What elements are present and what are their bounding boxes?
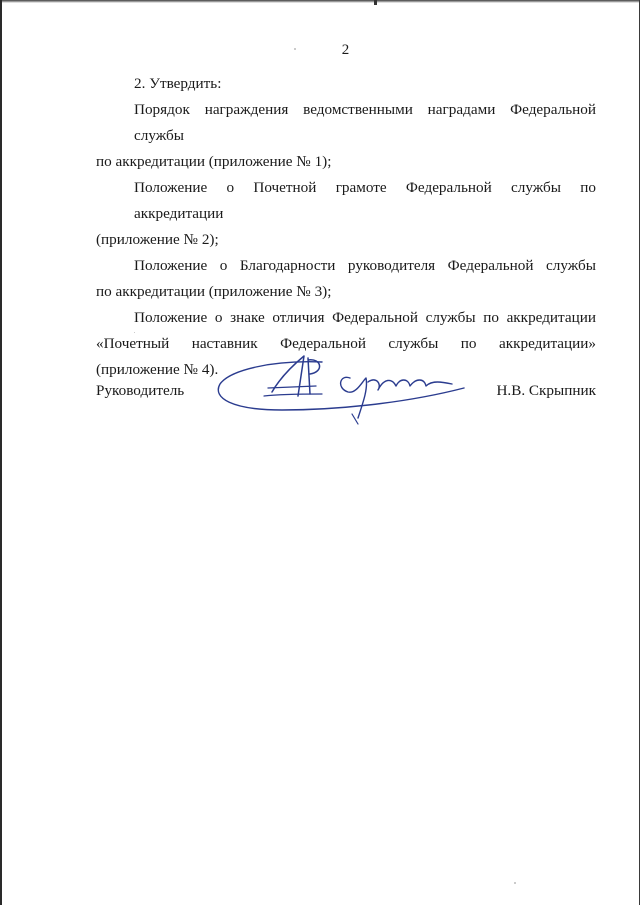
signature-block [96,382,596,412]
scan-speck [134,332,135,333]
approved-item-1 [96,97,596,175]
signatory-name: Н.В. Скрыпник [496,382,596,399]
page-number: 2 [341,42,350,58]
approved-item-3 [96,253,596,305]
approved-item-3-line-1: Положение о Благодарности руководителя Федеральной службы [134,257,596,274]
signatory-position: Руководитель [96,382,185,399]
scan-speck [294,48,296,50]
approved-item-2-line-1: Положение о Почетной грамоте Федеральной службы по аккредитации [134,179,596,222]
scan-speck [514,882,516,884]
scan-mark [374,0,377,5]
approved-item-4-line-3: (приложение № 4). [96,361,219,378]
document-body [96,71,596,383]
scan-edge [2,0,639,3]
approved-item-4-line-1: Положение о знаке отличия Федеральной службы по аккредитации [134,309,596,326]
approved-item-1-line-2: по аккредитации (приложение № 1); [96,153,332,170]
approved-item-3-line-2: по аккредитации (приложение № 3); [96,283,332,300]
approved-item-2 [96,175,596,253]
approved-item-1-line-1: Порядок награждения ведомственными наградами Федеральной службы [134,101,596,144]
approved-item-4-line-2: «Почетный наставник Федеральной службы по аккредитации» [96,335,596,352]
approved-item-2-line-2: (приложение № 2); [96,231,219,248]
signature-tail [352,414,358,424]
item-heading: 2. Утвердить: [134,75,222,92]
